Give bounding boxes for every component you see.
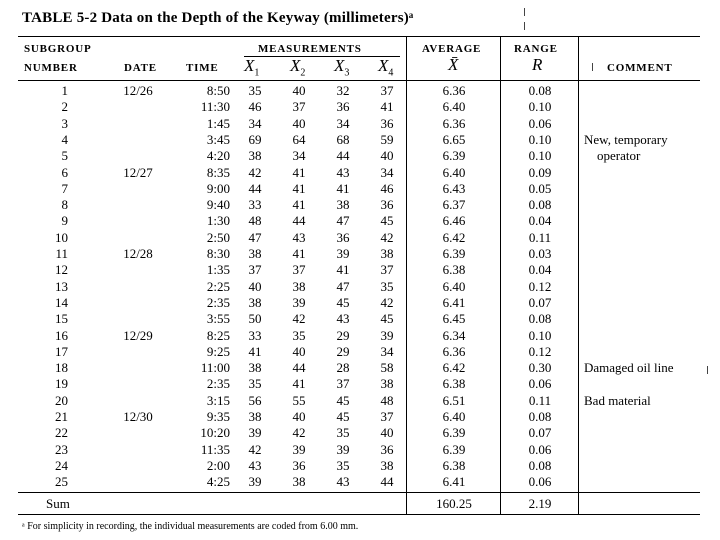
row-x1: 39 (248, 474, 262, 490)
row-date: 12/30 (123, 409, 153, 424)
row-range: 0.11 (528, 229, 552, 245)
scan-mark (592, 63, 593, 71)
row-x3: 47 (336, 278, 350, 294)
row-average: 6.36 (442, 115, 466, 131)
row-x2: 43 (292, 229, 306, 245)
row-x4: 37 (380, 262, 394, 278)
row-x4: 40 (380, 148, 394, 164)
row-x3: 36 (336, 99, 350, 115)
row-range: 0.06 (528, 376, 552, 392)
row-average: 6.65 (442, 131, 466, 147)
row-number: 23 (55, 441, 68, 457)
row-x1: 34 (248, 115, 262, 131)
row-x4: 40 (380, 425, 394, 441)
row-range: 0.08 (528, 197, 552, 213)
row-x1: 44 (248, 180, 262, 196)
row-x2: 41 (292, 180, 306, 196)
row-x1: 40 (248, 278, 262, 294)
scan-mark (524, 22, 525, 30)
row-number: 5 (61, 148, 68, 164)
row-x4: 45 (380, 213, 394, 229)
row-number: 21 (55, 409, 68, 424)
row-x1: 56 (248, 392, 262, 408)
row-number: 11 (55, 246, 68, 261)
row-x1: 33 (248, 197, 262, 213)
row-comment: Bad material (584, 392, 651, 408)
row-x2: 37 (292, 99, 306, 115)
row-x4: 38 (380, 376, 394, 392)
header-date: DATE (124, 62, 157, 74)
row-number: 10 (55, 229, 68, 245)
row-number: 4 (61, 131, 68, 147)
row-range: 0.10 (528, 148, 552, 164)
row-date: 12/26 (123, 83, 153, 98)
row-time: 11:30 (200, 99, 230, 115)
row-average: 6.39 (442, 148, 466, 164)
row-time: 2:00 (206, 457, 230, 473)
header-rule (18, 80, 700, 81)
row-time: 3:45 (206, 131, 230, 147)
row-average: 6.40 (442, 409, 466, 424)
sum-top-rule (18, 492, 700, 493)
top-rule (18, 36, 700, 37)
row-x2: 55 (292, 392, 306, 408)
row-x2: 40 (292, 409, 306, 424)
header-range: RANGE (514, 43, 558, 55)
row-range: 0.12 (528, 343, 552, 359)
row-date: 12/29 (123, 327, 153, 343)
row-x2: 34 (292, 148, 306, 164)
row-x1: 42 (248, 164, 262, 180)
row-x3: 44 (336, 148, 350, 164)
row-x2: 41 (292, 376, 306, 392)
row-time: 1:45 (206, 115, 230, 131)
row-x2: 41 (292, 164, 306, 180)
row-time: 9:25 (206, 343, 230, 359)
row-x1: 38 (248, 360, 262, 376)
row-number: 6 (61, 164, 68, 180)
row-x2: 42 (292, 311, 306, 327)
row-range: 0.06 (528, 474, 552, 490)
row-x4: 38 (380, 457, 394, 473)
row-number: 16 (55, 327, 68, 343)
header-number: NUMBER (24, 62, 78, 74)
row-time: 9:00 (206, 180, 230, 196)
row-number: 8 (61, 197, 68, 213)
row-average: 6.51 (442, 392, 466, 408)
row-range: 0.08 (528, 83, 552, 98)
row-range: 0.11 (528, 392, 552, 408)
row-x1: 38 (248, 246, 262, 261)
row-number: 22 (55, 425, 68, 441)
row-average: 6.40 (442, 278, 466, 294)
row-time: 8:50 (206, 83, 230, 98)
row-x1: 35 (248, 376, 262, 392)
sum-label: Sum (46, 496, 70, 511)
row-x2: 35 (292, 327, 306, 343)
row-x4: 34 (380, 343, 394, 359)
row-range: 0.06 (528, 115, 552, 131)
row-average: 6.34 (442, 327, 466, 343)
row-x3: 68 (336, 131, 350, 147)
row-time: 3:55 (206, 311, 230, 327)
row-x1: 47 (248, 229, 262, 245)
row-number: 18 (55, 360, 68, 376)
footnote: ᵃ For simplicity in recording, the individual measurements are coded from 6.00 mm. (22, 521, 359, 532)
row-x2: 39 (292, 294, 306, 310)
row-x2: 40 (292, 115, 306, 131)
row-x4: 35 (380, 278, 394, 294)
row-number: 7 (61, 180, 68, 196)
row-average: 6.41 (442, 474, 466, 490)
header-x3: $X_3$ (334, 56, 350, 79)
row-x2: 40 (292, 343, 306, 359)
measurements-underline (244, 56, 400, 57)
row-range: 0.06 (528, 441, 552, 457)
scan-mark (707, 366, 708, 374)
row-range: 0.10 (528, 99, 552, 115)
row-average: 6.41 (442, 294, 466, 310)
row-number: 1 (61, 83, 68, 98)
row-x3: 35 (336, 425, 350, 441)
row-x3: 47 (336, 213, 350, 229)
row-time: 2:25 (206, 278, 230, 294)
header-x2: $X_2$ (290, 56, 306, 79)
row-x3: 28 (336, 360, 350, 376)
row-x3: 45 (336, 409, 350, 424)
row-time: 11:35 (200, 441, 230, 457)
row-time: 8:30 (206, 246, 230, 261)
row-x2: 44 (292, 360, 306, 376)
row-average: 6.38 (442, 376, 466, 392)
row-x1: 38 (248, 409, 262, 424)
row-range: 0.04 (528, 213, 552, 229)
row-x3: 39 (336, 441, 350, 457)
row-x3: 29 (336, 343, 350, 359)
row-time: 1:35 (206, 262, 230, 278)
row-x4: 45 (380, 311, 394, 327)
row-number: 15 (55, 311, 68, 327)
header-average: AVERAGE (422, 43, 482, 55)
row-comment: operator (597, 148, 641, 164)
sum-range: 2.19 (528, 496, 552, 511)
row-time: 11:00 (200, 360, 230, 376)
row-time: 1:30 (206, 213, 230, 229)
row-x3: 36 (336, 229, 350, 245)
row-average: 6.38 (442, 262, 466, 278)
row-number: 24 (55, 457, 68, 473)
row-time: 8:35 (206, 164, 230, 180)
row-time: 4:20 (206, 148, 230, 164)
row-time: 2:50 (206, 229, 230, 245)
row-x1: 41 (248, 343, 262, 359)
row-comment: Damaged oil line (584, 360, 674, 376)
row-time: 2:35 (206, 376, 230, 392)
row-time: 8:25 (206, 327, 230, 343)
header-x4: $X_4$ (378, 56, 394, 79)
row-x1: 50 (248, 311, 262, 327)
row-average: 6.45 (442, 311, 466, 327)
row-average: 6.37 (442, 197, 466, 213)
header-comment: COMMENT (607, 62, 673, 74)
row-x1: 69 (248, 131, 262, 147)
row-range: 0.05 (528, 180, 552, 196)
row-number: 19 (55, 376, 68, 392)
row-time: 9:40 (206, 197, 230, 213)
row-range: 0.04 (528, 262, 552, 278)
row-average: 6.38 (442, 457, 466, 473)
row-time: 9:35 (206, 409, 230, 424)
row-x2: 38 (292, 278, 306, 294)
row-x4: 37 (380, 83, 394, 98)
row-average: 6.43 (442, 180, 466, 196)
row-x1: 37 (248, 262, 262, 278)
row-x3: 32 (336, 83, 350, 98)
header-subgroup: SUBGROUP (24, 43, 92, 55)
row-average: 6.40 (442, 99, 466, 115)
row-x1: 33 (248, 327, 262, 343)
header-x1: $X_1$ (244, 56, 260, 79)
row-x3: 39 (336, 246, 350, 261)
row-number: 13 (55, 278, 68, 294)
row-range: 0.07 (528, 294, 552, 310)
row-number: 3 (61, 115, 68, 131)
row-x4: 41 (380, 99, 394, 115)
table-title: TABLE 5-2 Data on the Depth of the Keyway (millimeters)ᵃ (22, 10, 414, 26)
row-x2: 40 (292, 83, 306, 98)
row-x2: 42 (292, 425, 306, 441)
row-average: 6.42 (442, 360, 466, 376)
row-average: 6.39 (442, 425, 466, 441)
row-average: 6.40 (442, 164, 466, 180)
row-x4: 34 (380, 164, 394, 180)
row-x4: 42 (380, 294, 394, 310)
row-average: 6.39 (442, 246, 466, 261)
row-x4: 58 (380, 360, 394, 376)
row-average: 6.42 (442, 229, 466, 245)
sum-bottom-rule (18, 514, 700, 515)
row-number: 14 (55, 294, 68, 310)
row-x3: 45 (336, 294, 350, 310)
row-date: 12/27 (123, 164, 153, 180)
row-x3: 35 (336, 457, 350, 473)
header-time: TIME (186, 62, 219, 74)
row-x1: 35 (248, 83, 262, 98)
row-range: 0.09 (528, 164, 552, 180)
row-x3: 41 (336, 262, 350, 278)
row-x2: 38 (292, 474, 306, 490)
row-x4: 44 (380, 474, 394, 490)
header-measurements: MEASUREMENTS (258, 43, 362, 55)
col-rule-range (500, 36, 501, 514)
row-x1: 42 (248, 441, 262, 457)
row-x3: 38 (336, 197, 350, 213)
row-range: 0.03 (528, 246, 552, 261)
row-x3: 29 (336, 327, 350, 343)
row-x2: 41 (292, 197, 306, 213)
row-number: 20 (55, 392, 68, 408)
sum-average: 160.25 (436, 496, 472, 511)
scan-mark (524, 8, 525, 16)
row-time: 4:25 (206, 474, 230, 490)
row-range: 0.12 (528, 278, 552, 294)
header-average-symbol: X̄ (448, 55, 459, 74)
row-x3: 41 (336, 180, 350, 196)
row-time: 2:35 (206, 294, 230, 310)
row-x4: 46 (380, 180, 394, 196)
row-x3: 37 (336, 376, 350, 392)
row-range: 0.10 (528, 131, 552, 147)
row-x4: 36 (380, 441, 394, 457)
col-rule-comment (578, 36, 579, 514)
row-x3: 43 (336, 474, 350, 490)
row-x2: 44 (292, 213, 306, 229)
row-x1: 38 (248, 148, 262, 164)
row-date: 12/28 (123, 246, 153, 261)
row-number: 9 (61, 213, 68, 229)
row-x2: 39 (292, 441, 306, 457)
row-comment: New, temporary (584, 131, 668, 147)
row-x2: 64 (292, 131, 306, 147)
row-x2: 41 (292, 246, 306, 261)
header-range-symbol: R (532, 55, 543, 74)
col-rule-avg (406, 36, 407, 514)
row-number: 12 (55, 262, 68, 278)
row-range: 0.08 (528, 311, 552, 327)
row-number: 25 (55, 474, 68, 490)
row-range: 0.10 (528, 327, 552, 343)
row-x2: 36 (292, 457, 306, 473)
row-time: 3:15 (206, 392, 230, 408)
row-x4: 59 (380, 131, 394, 147)
row-range: 0.30 (528, 360, 552, 376)
row-time: 10:20 (200, 425, 230, 441)
row-average: 6.36 (442, 83, 466, 98)
row-x4: 42 (380, 229, 394, 245)
row-x4: 36 (380, 197, 394, 213)
row-average: 6.36 (442, 343, 466, 359)
row-x1: 43 (248, 457, 262, 473)
row-x4: 39 (380, 327, 394, 343)
row-range: 0.07 (528, 425, 552, 441)
row-range: 0.08 (528, 457, 552, 473)
row-x4: 37 (380, 409, 394, 424)
row-x1: 39 (248, 425, 262, 441)
row-average: 6.46 (442, 213, 466, 229)
row-x4: 36 (380, 115, 394, 131)
row-x1: 38 (248, 294, 262, 310)
row-x4: 38 (380, 246, 394, 261)
row-number: 2 (61, 99, 68, 115)
row-number: 17 (55, 343, 68, 359)
row-x3: 43 (336, 311, 350, 327)
row-x4: 48 (380, 392, 394, 408)
row-x3: 45 (336, 392, 350, 408)
row-x3: 34 (336, 115, 350, 131)
row-x2: 37 (292, 262, 306, 278)
row-x3: 43 (336, 164, 350, 180)
row-x1: 46 (248, 99, 262, 115)
row-average: 6.39 (442, 441, 466, 457)
row-x1: 48 (248, 213, 262, 229)
row-range: 0.08 (528, 409, 552, 424)
